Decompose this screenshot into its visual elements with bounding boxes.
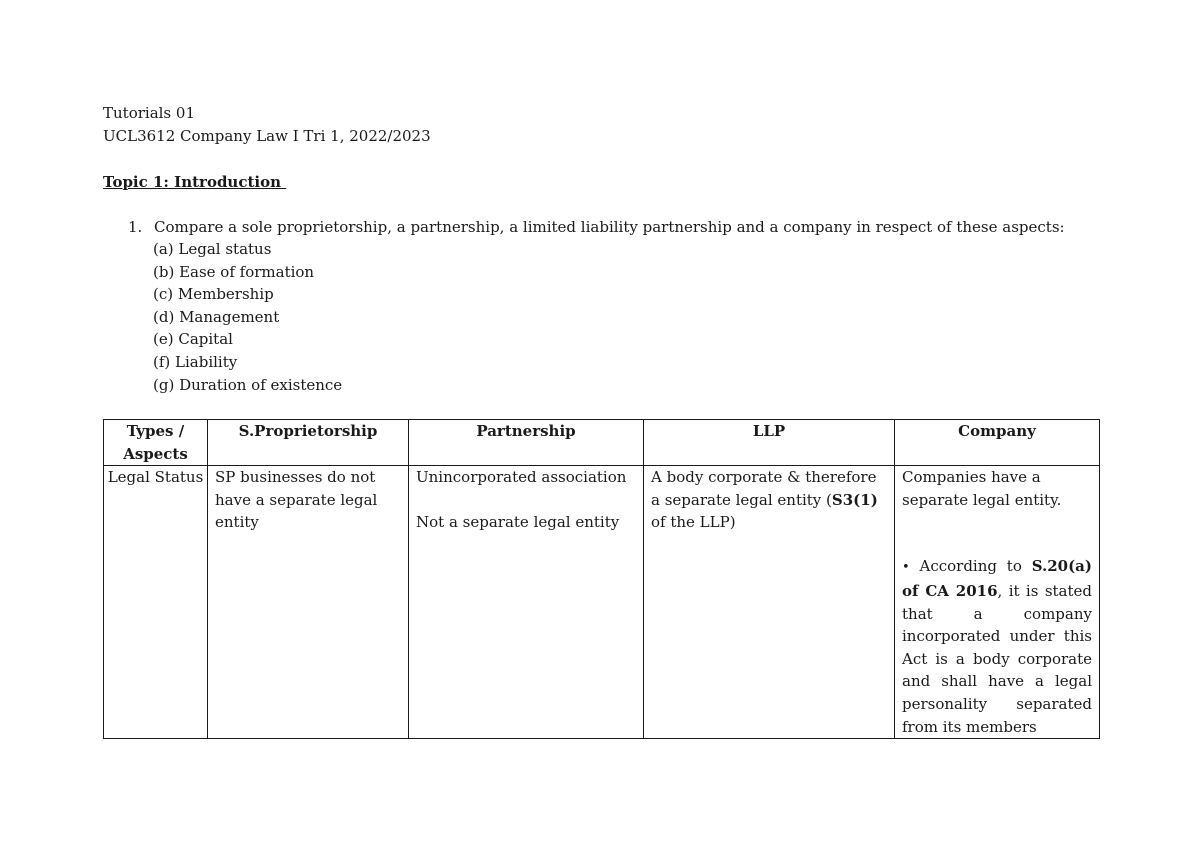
list-item: (g) Duration of existence — [153, 375, 343, 394]
partnership-line-1: Unincorporated association — [416, 468, 627, 487]
question-number: 1. — [128, 218, 143, 236]
list-item: (a) Legal status — [153, 240, 272, 258]
tutorial-title: Tutorials 01 — [103, 104, 195, 122]
table-row — [104, 466, 1100, 739]
llp-text-post: of the LLP) — [651, 513, 736, 532]
list-item: (e) Capital — [153, 330, 233, 349]
company-line-1: Companies have a separate legal entity. — [902, 468, 1062, 509]
cell-partnership-legal-status — [409, 466, 644, 739]
aspect-list — [153, 238, 342, 396]
company-text-pre: According to — [909, 557, 1032, 576]
header-company: Company — [895, 420, 1100, 466]
question-text: Compare a sole proprietorship, a partnership, a limited liability partnership and a company in respect of these aspects: — [154, 218, 1065, 236]
company-bullet-point — [902, 555, 1092, 738]
partnership-line-2: Not a separate legal entity — [416, 513, 620, 532]
comparison-table — [103, 419, 1100, 739]
list-item: (c) Membership — [153, 285, 274, 304]
cell-company-legal-status — [895, 466, 1100, 739]
table-header-row — [104, 420, 1100, 466]
course-title: UCL3612 Company Law I Tri 1, 2022/2023 — [103, 127, 431, 145]
llp-text-pre: A body corporate & therefore a separate legal entity ( — [651, 468, 877, 509]
header-llp: LLP — [644, 420, 895, 466]
list-item: (f) Liability — [153, 352, 238, 371]
company-text-post: , it is stated that a company incorporated under this Act is a body corporate and shall have a legal personality separated from its members — [902, 581, 1092, 736]
topic-heading: Topic 1: Introduction — [103, 173, 287, 191]
llp-section-ref: S3(1) — [831, 490, 878, 509]
question-1 — [128, 216, 1065, 239]
cell-llp-legal-status — [644, 466, 895, 739]
header-aspects-line2: Aspects — [123, 444, 188, 463]
header-partnership: Partnership — [409, 420, 644, 466]
list-item: (b) Ease of formation — [153, 262, 315, 281]
cell-aspect-legal-status: Legal Status — [104, 466, 208, 739]
header-sole-proprietorship: S.Proprietorship — [208, 420, 409, 466]
bullet-icon: • — [902, 560, 910, 576]
list-item: (d) Management — [153, 307, 280, 326]
company-section-ref: S.20(a) of CA 2016 — [902, 557, 1092, 600]
cell-sp-legal-status: SP businesses do not have a separate legal entity — [208, 466, 409, 739]
header-aspects-line1: Types / — [126, 422, 185, 440]
header-aspects — [104, 420, 208, 466]
